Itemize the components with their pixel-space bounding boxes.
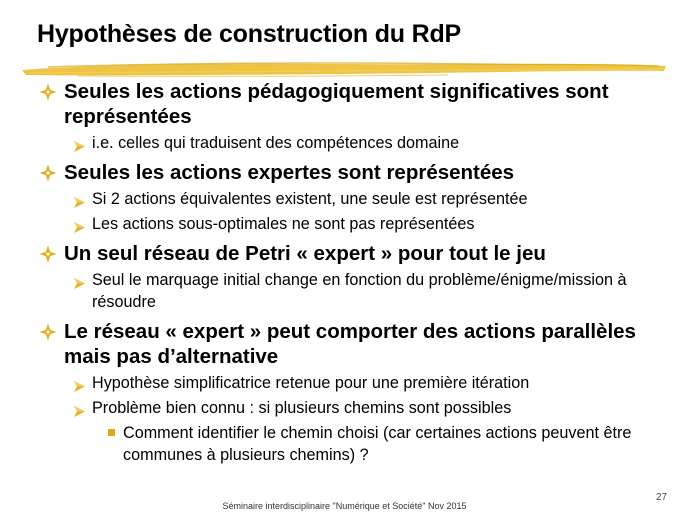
sub-bullet-text: Si 2 actions équivalentes existent, une seule est représentée <box>92 190 528 208</box>
sub-bullet-text: Les actions sous-optimales ne sont pas représentées <box>92 215 475 233</box>
slide-title: Hypothèses de construction du RdP <box>37 20 462 48</box>
sub-sub-bullet-text: Comment identifier le chemin choisi (car certaines actions peuvent être communes à plusieurs chemins) ? <box>123 424 632 464</box>
arrow-bullet-icon <box>73 137 86 150</box>
bullet-item <box>38 241 678 266</box>
sub-bullet-item <box>38 132 678 154</box>
bullet-text: Un seul réseau de Petri « expert » pour tout le jeu <box>64 242 546 265</box>
arrow-bullet-icon <box>73 402 86 415</box>
sub-bullet-text: i.e. celles qui traduisent des compétences domaine <box>92 134 460 152</box>
bullet-item <box>38 319 678 369</box>
bullet-item <box>38 160 678 185</box>
sub-sub-bullet-item <box>38 422 678 466</box>
arrow-bullet-icon <box>73 274 86 287</box>
arrow-bullet-icon <box>73 193 86 206</box>
sub-bullet-item <box>38 269 678 313</box>
bullet-text: Le réseau « expert » peut comporter des actions parallèles mais pas d’alternative <box>64 320 636 368</box>
page-number: 27 <box>656 492 668 503</box>
sub-bullet-item <box>38 188 678 210</box>
diamond-star-bullet-icon <box>38 322 58 342</box>
bullet-text: Seules les actions pédagogiquement significatives sont représentées <box>64 80 609 128</box>
arrow-bullet-icon <box>73 218 86 231</box>
square-bullet-icon <box>108 429 115 436</box>
sub-bullet-item <box>38 213 678 235</box>
sub-bullet-item <box>38 397 678 419</box>
bullet-text: Seules les actions expertes sont représentées <box>64 161 515 184</box>
sub-bullet-text: Seul le marquage initial change en fonction du problème/énigme/mission à résoudre <box>92 271 627 311</box>
diamond-star-bullet-icon <box>38 163 58 183</box>
sub-bullet-text: Problème bien connu : si plusieurs chemins sont possibles <box>92 399 512 417</box>
diamond-star-bullet-icon <box>38 82 58 102</box>
slide-footer: Séminaire interdisciplinaire "Numérique et Société" Nov 2015 <box>222 501 467 511</box>
sub-bullet-item <box>38 372 678 394</box>
bullet-item <box>38 79 678 129</box>
bullet-list <box>38 79 678 466</box>
arrow-bullet-icon <box>73 377 86 390</box>
sub-bullet-text: Hypothèse simplificatrice retenue pour une première itération <box>92 374 530 392</box>
diamond-star-bullet-icon <box>38 244 58 264</box>
